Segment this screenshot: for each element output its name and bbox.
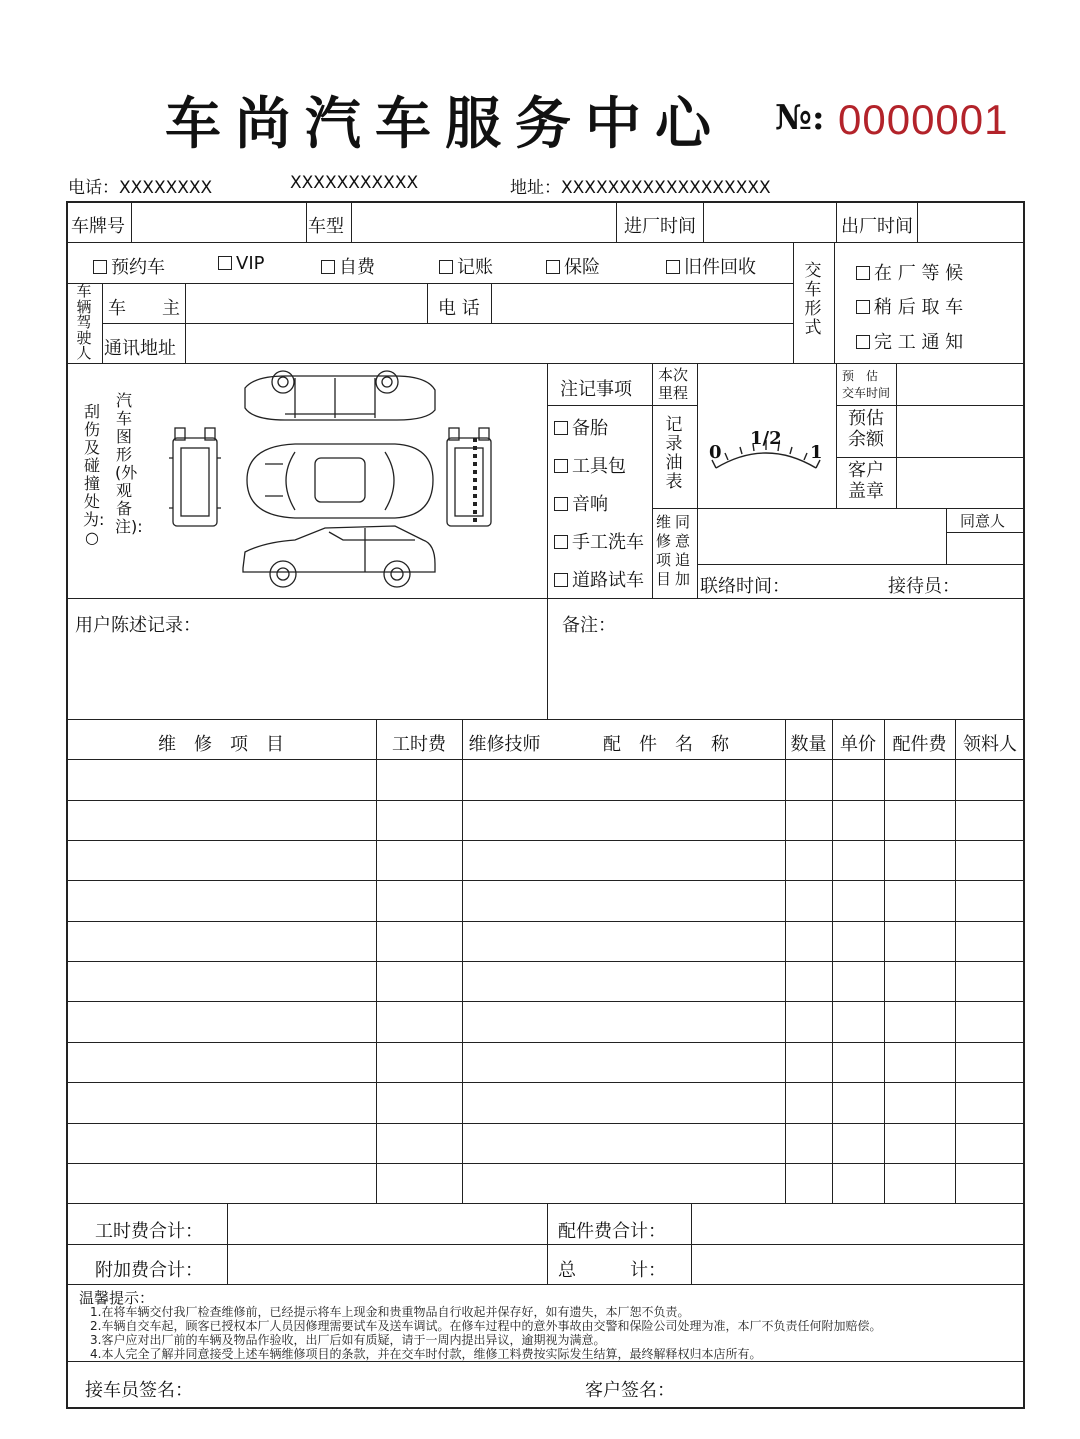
damage-label: 刮伤及碰撞处为:○ (83, 402, 105, 547)
tip-line: 3.客户应对出厂前的车辆及物品作验收，出厂后如有质疑，请于一周内提出异议，逾期视为满意。 (90, 1333, 606, 1347)
tip-line: 1.在将车辆交付我厂检查维修前，已经提示将车上现金和贵重物品自行收起并保存好，如有遗失，本厂恕不负责。 (90, 1305, 690, 1319)
customer-signature-label: 客户签名： (585, 1380, 675, 1401)
checkbox[interactable] (554, 497, 568, 511)
notes-title: 注记事项 (560, 379, 632, 400)
item-spare-tire[interactable]: 备胎 (554, 414, 608, 440)
fuel-label: 记录油表 (665, 415, 683, 492)
serial-number-label: №: (775, 98, 825, 138)
contact-address-label: 通讯地址 (104, 338, 176, 359)
col-quantity: 数量 (790, 734, 827, 755)
address: 地址：XXXXXXXXXXXXXXXXXX (510, 178, 771, 198)
delivery-notify[interactable]: 完 工 通 知 (856, 328, 963, 354)
car-diagram-icon (165, 368, 505, 594)
user-statement-label: 用户陈述记录： (75, 615, 201, 636)
labor-total-label: 工时费合计： (95, 1221, 203, 1242)
agree-add-label: 同意追加 (675, 513, 691, 588)
owner-label: 车 主 (108, 298, 180, 319)
extra-total-label: 附加费合计： (95, 1260, 203, 1281)
remark-label: 备注： (562, 615, 616, 636)
col-picker: 领料人 (963, 734, 1017, 755)
car-diagram-label: 汽车图形(外观备注): (115, 391, 143, 536)
item-toolkit[interactable]: 工具包 (554, 452, 626, 478)
option-recycle[interactable]: 旧件回收 (666, 253, 756, 279)
tip-line: 2.车辆自交车起，顾客已授权本厂人员因修理需要试车及送车调试。在修车过程中的意外事故由交警和保险公司处理为准，本厂不负责任何附加赔偿。 (90, 1319, 882, 1333)
fuel-empty: 0 (709, 442, 722, 463)
agree-person-label: 同意人 (960, 512, 1006, 530)
estimated-balance-label: 预估余额 (848, 408, 884, 450)
checkbox[interactable] (856, 335, 870, 349)
checkbox[interactable] (666, 260, 680, 274)
checkbox[interactable] (321, 260, 335, 274)
car-front-icon (169, 428, 221, 526)
parts-total-label: 配件费合计： (558, 1221, 666, 1242)
tips-title: 温馨提示： (79, 1289, 155, 1307)
car-side-top-icon (245, 371, 435, 420)
model-label: 车型 (308, 216, 344, 237)
driver-phone-label: 电 话 (438, 298, 480, 319)
plate-label: 车牌号 (71, 216, 125, 237)
out-time-label: 出厂时间 (841, 216, 913, 237)
checkbox[interactable] (554, 573, 568, 587)
col-labor-fee: 工时费 (392, 734, 446, 755)
col-parts-fee: 配件费 (892, 734, 947, 755)
car-side-bottom-icon (243, 526, 435, 587)
customer-stamp-label: 客户盖章 (848, 460, 884, 502)
checkbox[interactable] (856, 300, 870, 314)
contact-time-label: 联络时间： (700, 576, 790, 597)
car-plan-icon (247, 444, 433, 518)
checkbox[interactable] (554, 421, 568, 435)
checkbox[interactable] (546, 260, 560, 274)
delivery-later[interactable]: 稍 后 取 车 (856, 293, 963, 319)
grand-total-label: 总 计： (558, 1260, 666, 1281)
repair-items-label: 维修项目 (656, 513, 672, 588)
delivery-label: 交车形式 (804, 261, 822, 338)
item-road-test[interactable]: 道路试车 (554, 566, 644, 592)
in-time-label: 进厂时间 (624, 216, 696, 237)
option-appointment[interactable]: 预约车 (93, 253, 165, 279)
item-audio[interactable]: 音响 (554, 490, 608, 516)
col-repair-item: 维 修 项 目 (158, 734, 284, 755)
receptionist-label: 接待员： (888, 576, 960, 597)
checkbox[interactable] (856, 266, 870, 280)
checkbox[interactable] (554, 459, 568, 473)
item-hand-wash[interactable]: 手工洗车 (554, 528, 644, 554)
checkbox[interactable] (439, 260, 453, 274)
delivery-wait[interactable]: 在 厂 等 候 (856, 259, 963, 285)
option-insurance[interactable]: 保险 (546, 253, 600, 279)
option-self-pay[interactable]: 自费 (321, 253, 375, 279)
tip-line: 4.本人完全了解并同意接受上述车辆维修项目的条款，并在交车时付款，维修工料费按实际发生结算，最终解释权归本店所有。 (90, 1347, 762, 1361)
fuel-half: 1/2 (750, 428, 782, 449)
receiver-signature-label: 接车员签名： (85, 1380, 193, 1401)
fuel-full: 1 (810, 442, 823, 463)
option-account[interactable]: 记账 (439, 253, 493, 279)
car-rear-icon (447, 428, 491, 526)
mileage-label: 本次 里程 (658, 366, 689, 402)
checkbox[interactable] (554, 535, 568, 549)
phone-2: XXXXXXXXXXX (290, 173, 419, 193)
col-technician: 维修技师 (468, 734, 541, 755)
checkbox[interactable] (93, 260, 107, 274)
driver-label: 车辆驾驶人 (76, 282, 92, 362)
col-unit-price: 单价 (840, 734, 876, 755)
page-title: 车尚汽车服务中心 (165, 91, 725, 157)
option-vip[interactable]: VIP (218, 253, 264, 274)
serial-number: 0000001 (838, 96, 1009, 143)
col-part-name: 配 件 名 称 (603, 734, 729, 755)
checkbox[interactable] (218, 256, 232, 270)
phone: 电话：XXXXXXXX (68, 178, 213, 198)
estimated-delivery-time-label: 预 估 交车时间 (842, 369, 891, 400)
